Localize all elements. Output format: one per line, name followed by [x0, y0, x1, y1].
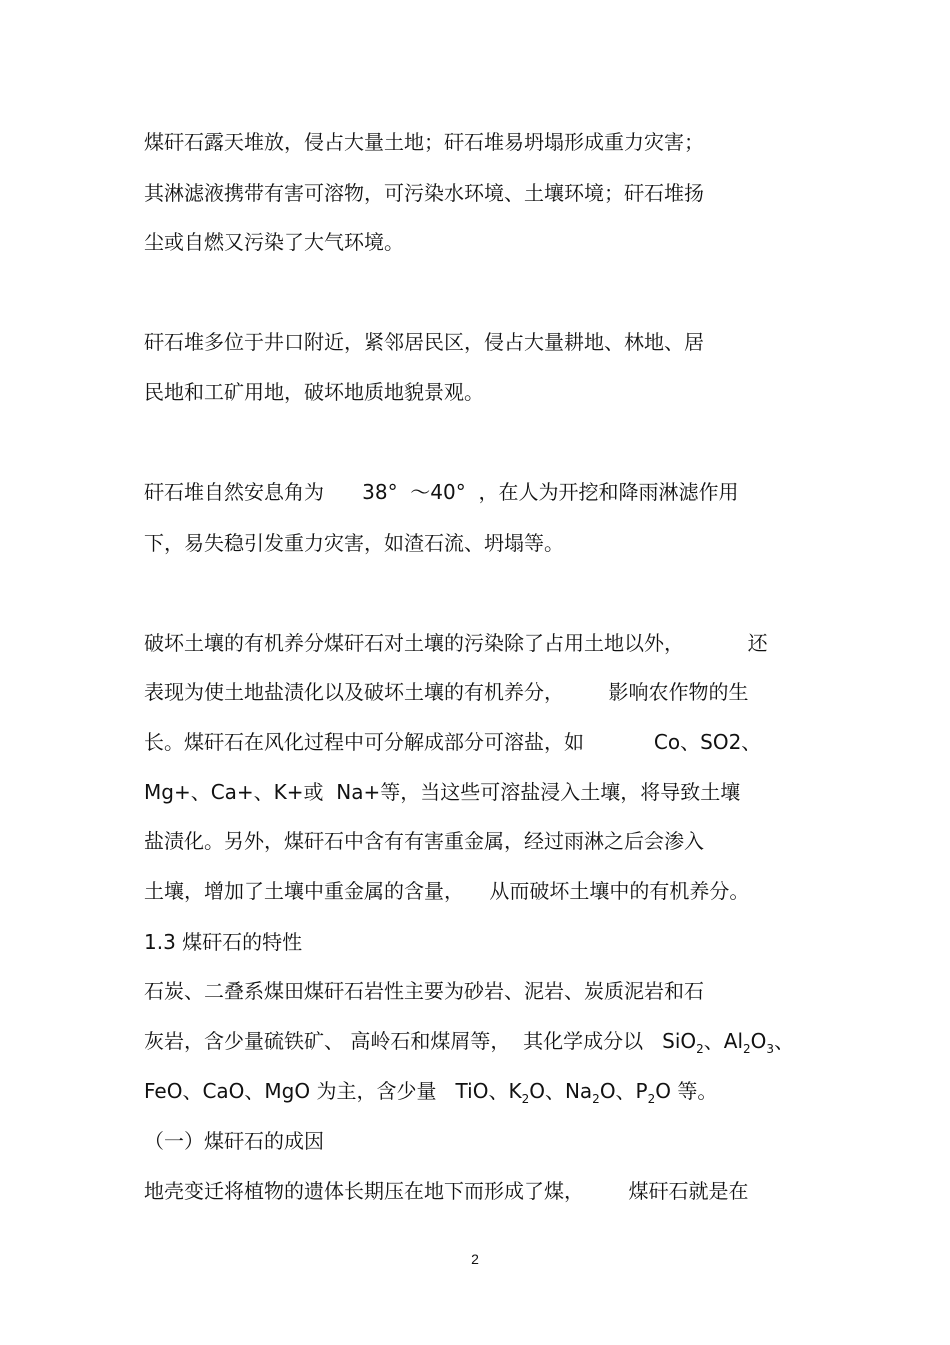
paragraph-1-line-1: 煤矸石露天堆放，侵占大量土地；矸石堆易坍塌形成重力灾害； [144, 130, 704, 154]
paragraph-3-line-2: 下，易失稳引发重力灾害，如渣石流、坍塌等。 [144, 531, 564, 555]
paragraph-4-line-1: 破坏土壤的有机养分煤矸石对土壤的污染除了占用土地以外， 还 [144, 631, 768, 655]
section-heading-cause: （一）煤矸石的成因 [144, 1129, 324, 1153]
paragraph-4-line-3: 长。煤矸石在风化过程中可分解成部分可溶盐，如 Co、SO2、 [144, 730, 762, 754]
section-heading-1-3: 1.3 煤矸石的特性 [144, 930, 303, 954]
paragraph-4-line-5: 盐渍化。另外，煤矸石中含有有害重金属，经过雨淋之后会渗入 [144, 829, 704, 853]
paragraph-5-line-3: FeO、CaO、MgO 为主，含少量 TiO、$K_2O$、$Na_2O$、$P_2O$ 等。 [144, 1079, 718, 1106]
paragraph-4-line-2: 表现为使土地盐渍化以及破坏土壤的有机养分， 影响农作物的生 [144, 680, 749, 704]
paragraph-5-line-2: 灰岩，含少量硫铁矿、 高岭石和煤屑等， 其化学成分以 SiO$_2$、$Al_2O_3$、 [144, 1029, 795, 1056]
paragraph-2-line-1: 矸石堆多位于井口附近，紧邻居民区，侵占大量耕地、林地、居 [144, 330, 704, 354]
paragraph-4-line-6: 土壤，增加了土壤中重金属的含量， 从而破坏土壤中的有机养分。 [144, 879, 750, 903]
page-number: 2 [471, 1251, 479, 1267]
paragraph-1-line-3: 尘或自燃又污染了大气环境。 [144, 230, 404, 254]
paragraph-5-line-1: 石炭、二叠系煤田煤矸石岩性主要为砂岩、泥岩、炭质泥岩和石 [144, 979, 704, 1003]
paragraph-2-line-2: 民地和工矿用地，破坏地质地貌景观。 [144, 380, 484, 404]
paragraph-1-line-2: 其淋滤液携带有害可溶物，可污染水环境、土壤环境；矸石堆扬 [144, 181, 704, 205]
paragraph-3-line-1: 矸石堆自然安息角为 38° ～40° ，在人为开挖和降雨淋滤作用 [144, 480, 739, 504]
paragraph-4-line-4: Mg+、Ca+、K+或 Na+等，当这些可溶盐浸入土壤，将导致土壤 [144, 780, 741, 804]
paragraph-6-line-1: 地壳变迁将植物的遗体长期压在地下而形成了煤， 煤矸石就是在 [144, 1179, 749, 1203]
